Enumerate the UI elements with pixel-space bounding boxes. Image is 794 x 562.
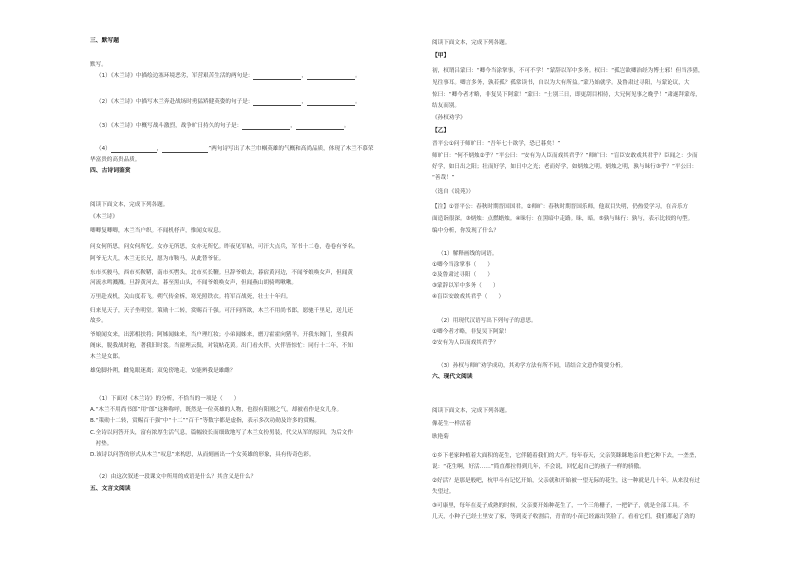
modern-intro: 阅读下面文本，完成下列各题。 <box>432 408 511 414</box>
right-column <box>432 0 772 562</box>
passage-jia-label: 【甲】 <box>432 53 450 59</box>
option-c: C.全诗以问答开头，富有浓厚生活气息，篇幅较长而细致地写了木兰女扮男装，代父从军的原因，为后文作 <box>90 430 353 436</box>
option-d: D.该诗以问答的形式从木兰“叹息”来构思，从而刻画出一个女英雄的形象，具有传奇色彩。 <box>90 452 315 458</box>
answer-blank[interactable] <box>242 124 290 130</box>
passage-yi-label: 【乙】 <box>432 128 450 134</box>
reading-question-1: （1）解释画线的词语。 <box>438 251 498 257</box>
poem-question-2: （2）由这次叙述一段课文中所用的成语是什么？其含义是什么？ <box>96 474 257 480</box>
answer-blank[interactable] <box>162 147 208 153</box>
poem-line: 爷娘闻女来，出郭相扶将；阿姊闻妹来，当户理红妆；小弟闻姊来，磨刀霍霍向猪羊。开我东阁门，坐我西 <box>90 332 353 338</box>
poem-intro: 阅读下面文本，完成下列各题。 <box>90 202 169 208</box>
poem-line: 阿爷无大儿，木兰无长兄，愿为市鞍马，从此替爷征。 <box>90 256 225 262</box>
question-1-text: （1）《木兰诗》中描绘边塞环境恶劣，军营艰苦生活的两句是： <box>96 73 254 79</box>
section-3-intro: 默写。 <box>90 62 107 68</box>
essay-paragraph-line: ③可康里，每年在麦子成熟的时候，父亲要开始种花生了，一个三角栅子，一把铲子，就是全部工具。不 <box>432 503 689 509</box>
question-2-text: （2）《木兰诗》中描写木兰奔赴战场时勇猛矫健英姿的句子是： <box>96 99 254 105</box>
poem-line: 问女何所思，问女何所忆。女亦无所思，女亦无所忆。昨夜见军帖，可汗大点兵，军书十二卷，卷卷有爷名。 <box>90 244 359 250</box>
poem-line: 河流水鸣溅溅。旦辞黄河去，暮至黑山头，不闻爷娘唤女声，但闻燕山胡骑鸣啾啾。 <box>90 280 297 286</box>
passage-jia-line: 惊曰：“卿今者才略，非复吴下阿蒙！”蒙曰：“士别三日，即更刮目相待，大兄何见事之晚乎！”肃遂拜蒙母， <box>432 92 701 98</box>
sentence-item: ①卿今者才略，非复吴下阿蒙！ <box>432 329 510 335</box>
poem-line: 木兰是女郎。 <box>90 354 124 360</box>
poem-line: 阁床，脱我战时袍，著我旧时裳。当窗理云鬓，对镜帖花黄。出门看火伴，火伴皆惊忙：同行十二年，不知 <box>90 343 353 349</box>
essay-paragraph-line: 几天，小种子已经土里安了家，等到麦子收割后，青青的小苗已经露出笑脸了。看看它们，我们都起了劲的 <box>432 514 695 520</box>
question-3-text: （3）《木兰诗》中概写战斗激烈，战争旷日持久的句子是： <box>96 123 243 129</box>
poem-line: 雄兔脚扑朔，雌兔眼迷离；双兔傍地走，安能辨我是雄雌？ <box>90 368 236 374</box>
essay-paragraph-line: ②好活？是那是般吧，杭甲斗有记忆开始，父亲就和开始被一望无际的花生，这一种就是几十年。从来没有过 <box>432 478 700 484</box>
answer-blank[interactable] <box>111 147 157 153</box>
section-6-title: 六、现代文阅读 <box>432 374 473 380</box>
section-3-title: 三、默写题 <box>90 38 119 44</box>
annotation-line: 【注】①晋平公：春秋时期晋国国君。②师旷：春秋时期晋国乐师，他双目失明，仍热爱学习，在音乐方 <box>432 204 689 210</box>
essay-paragraph-line: 说：“花生啊，好活……”简直都拉得到几年，不会说，回忆起自己的孩子一样的骄傲。 <box>432 464 645 470</box>
poem-line: 归来见天子，天子坐明堂。策勋十二转，赏赐百千强。可汗问所欲，木兰不用尚书郎，愿驰千里足，送儿还 <box>90 308 353 314</box>
question-2: （2）《木兰诗》中描写木兰奔赴战场时勇猛矫健英姿的句子是： ， 。 <box>96 99 361 105</box>
answer-blank[interactable] <box>307 74 355 80</box>
essay-author: 耿艳菊 <box>432 434 449 440</box>
question-4: （4） ， ”两句诗写出了木兰巾帼英雄的气概和高尚品质，体现了木兰不慕荣 <box>96 146 374 152</box>
poem-line: 唧唧复唧唧，木兰当户织。不闻机杼声，惟闻女叹息。 <box>90 228 225 234</box>
classical-intro: 阅读下面文本，完成下列各题。 <box>432 40 511 46</box>
question-1: （1）《木兰诗》中描绘边塞环境恶劣，军营艰苦生活的两句是： ， 。 <box>96 73 361 79</box>
annotation-line: 面造诣很深。③炳烛：点燃蜡烛。④昧行：在黑暗中走路。昧，暗。⑤孰与昧行：孰与，表示比较的句型。 <box>432 216 694 222</box>
passage-jia-source: 《孙权劝学》 <box>432 115 466 121</box>
question-4-text: （4） <box>96 146 111 152</box>
word-item: ④盲臣安敢戏其君乎（ ） <box>432 294 505 300</box>
poem-line: 故乡。 <box>90 318 107 324</box>
poem-line: 万里赴戎机，关山度若飞。朔气传金柝，寒光照铁衣。将军百战死，壮士十年归。 <box>90 294 292 300</box>
left-column <box>90 0 408 562</box>
word-item: ③蒙辞以军中多务（ ） <box>432 283 499 289</box>
passage-yi-line: 晋平公①问于师旷曰：“吾年七十欲学，恐已暮矣！” <box>432 141 561 147</box>
option-c-continued: 衬垫。 <box>90 441 113 447</box>
answer-blank[interactable] <box>296 124 344 130</box>
section-4-title: 四、古诗词鉴赏 <box>90 168 131 174</box>
poem-question-1: （1）下面对《木兰诗》的分析，不恰当的一项是（ ） <box>96 396 240 402</box>
passage-jia-line: 见往事耳。卿言多务，孰若孤？孤常读书，自以为大有所益。”蒙乃始就学。及鲁肃过寻阳，与蒙论议，大 <box>432 80 690 86</box>
option-b: B.“策勋十二转，赏赐百千强”中“十二”“百千”等数字都是虚指，表示多次功勋及许多的赏赐。 <box>90 418 320 424</box>
answer-blank[interactable] <box>307 100 355 106</box>
reading-question-3: （3）孙权与师旷劝学成功，其劝学方法有所不同，请结合文意作简要分析。 <box>438 363 627 369</box>
answer-blank[interactable] <box>253 74 301 80</box>
essay-title: 像花生一样活着 <box>432 421 472 427</box>
essay-paragraph-line: 失望过。 <box>432 489 455 495</box>
question-3: （3）《木兰诗》中概写战斗激烈，战争旷日持久的句子是： ， 。 <box>96 123 350 129</box>
poem-line: 东市买骏马，西市买鞍鞯，南市买辔头，北市买长鞭。旦辞爷娘去，暮宿黄河边，不闻爷娘唤女声，但闻黄 <box>90 270 353 276</box>
passage-yi-line: 好学，如日出之阳；壮而好学，如日中之光；老而好学，如炳烛之明。炳烛之明，孰与昧行③乎？”平公曰： <box>432 164 698 170</box>
word-item: ①卿今当涂掌事（ ） <box>432 262 493 268</box>
passage-yi-source: （选自《说苑》） <box>432 189 474 195</box>
annotation-prompt: 编中分析，你发现了什么？ <box>432 228 500 234</box>
answer-blank[interactable] <box>253 100 301 106</box>
poem-title: 《木兰诗》 <box>90 214 118 220</box>
passage-jia-line: 结友而别。 <box>432 103 460 109</box>
option-a: A.“木兰不用尚书郎”用“郎”这种称呼，既然是一位英雄的人物，也很有阳刚之气，却被看作是女儿身。 <box>90 407 343 413</box>
passage-jia-line: 初，权谓吕蒙曰：“卿今当涂掌事，不可不学！”蒙辞以军中多务。权曰：“孤岂欲卿治经为博士邪！但当涉猎， <box>432 68 704 74</box>
word-item: ②及鲁肃过寻阳（ ） <box>432 272 493 278</box>
question-4-continued: 华富贵的高贵品质。 <box>90 157 141 163</box>
section-5-title: 五、文言文阅读 <box>90 486 131 492</box>
reading-question-2: （2）用现代汉语写出下列句子的意思。 <box>438 318 537 324</box>
sentence-item: ②安有为人臣而戏其君乎？ <box>432 340 499 346</box>
question-4-tail: ”两句诗写出了木兰巾帼英雄的气概和高尚品质，体现了木兰不慕荣 <box>208 146 374 152</box>
passage-yi-line: “善哉！” <box>432 175 455 181</box>
passage-yi-line: 师旷曰：“何不炳烛②乎？”平公曰：“安有为人臣而戏其君乎？”师旷曰：“盲臣安敢戏其君乎？臣闻之：少而 <box>432 153 698 159</box>
essay-paragraph-line: ①乡下老家种植着大面积的花生，它伴随着我们的大产。每年春天，父亲笑眯眯地亲自把它种下去，一垄垄， <box>432 453 700 459</box>
